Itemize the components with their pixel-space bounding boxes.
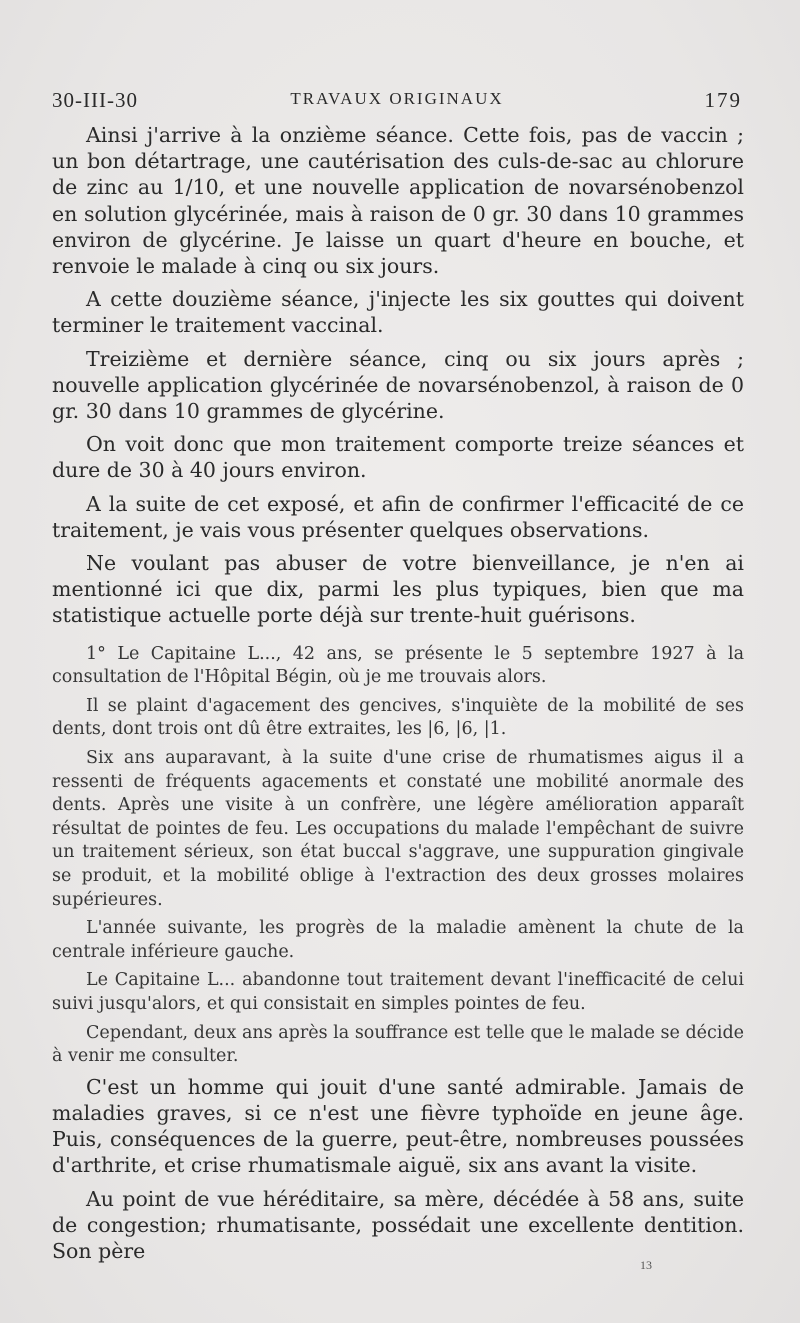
observation-paragraph: Il se plaint d'agacement des gencives, s'inquiète de la mobilité de ses dents, dont trois ont dû être extraites, les |6, |6, |1. (52, 695, 744, 740)
paragraph: A cette douzième séance, j'injecte les six gouttes qui doivent terminer le traitement vaccinal. (52, 287, 744, 338)
page-body (52, 122, 744, 1271)
observation-paragraph: Cependant, deux ans après la souffrance est telle que le malade se décide à venir me consulter. (52, 1022, 744, 1067)
header-date: 30-III-30 (52, 88, 138, 112)
running-header (52, 88, 742, 116)
observation-paragraph: Le Capitaine L... abandonne tout traitement devant l'inefficacité de celui suivi jusqu'alors, et qui consistait en simples pointes de feu. (52, 970, 744, 1014)
paragraph: Ne voulant pas abuser de votre bienveillance, je n'en ai mentionné ici que dix, parmi les plus typiques, bien que ma statistique actuelle porte déjà sur trente-huit guérisons. (52, 551, 744, 628)
paragraph: A la suite de cet exposé, et afin de confirmer l'efficacité de ce traitement, je vais vous présenter quelques observations. (52, 491, 744, 542)
observation-paragraph: 1° Le Capitaine L..., 42 ans, se présente le 5 septembre 1927 à la consultation de l'Hôpital Bégin, où je me trouvais alors. (52, 643, 744, 688)
paragraph: C'est un homme qui jouit d'une santé admirable. Jamais de maladies graves, si ce n'est une fièvre typhoïde en jeune âge. Puis, conséquences de la guerre, peut-être, nombreuses poussées d'arthrite, et crise rhumatismale aiguë, six ans avant la visite. (52, 1074, 744, 1178)
signature-mark: 13 (640, 1258, 652, 1272)
paragraph: Ainsi j'arrive à la onzième séance. Cette fois, pas de vaccin ; un bon détartrage, une cautérisation des culs-de-sac au chlorure de zinc au 1/10, et une nouvelle application de novarsénobenzol en solution glycérinée, mais à raison de 0 gr. 30 dans 10 grammes environ de glycérine. Je laisse un quart d'heure en bouche, et renvoie le malade à cinq ou six jours. (52, 123, 744, 279)
paragraph: On voit donc que mon traitement comporte treize séances et dure de 30 à 40 jours environ. (52, 432, 744, 483)
header-title: TRAVAUX ORIGINAUX (290, 89, 504, 108)
observation-paragraph: L'année suivante, les progrès de la maladie amènent la chute de la centrale inférieure gauche. (52, 918, 744, 962)
paragraph: Au point de vue héréditaire, sa mère, décédée à 58 ans, suite de congestion; rhumatisante, possédait une excellente dentition. Son père (52, 1186, 744, 1263)
paragraph: Treizième et dernière séance, cinq ou six jours après ; nouvelle application glycérinée de novarsénobenzol, à raison de 0 gr. 30 dans 10 grammes de glycérine. (52, 346, 744, 424)
page-number: 179 (704, 88, 742, 112)
observation-paragraph: Six ans auparavant, à la suite d'une crise de rhumatismes aigus il a ressenti de fréquents agacements et constaté une mobilité anormale des dents. Après une visite à un confrère, une légère amélioration apparaît résultat de pointes de feu. Les occupations du malade l'empêchant de suivre un traitement sérieux, son état buccal s'aggrave, une suppuration gingivale se produit, et la mobilité oblige à l'extraction des deux grosses molaires supérieures. (52, 748, 744, 910)
